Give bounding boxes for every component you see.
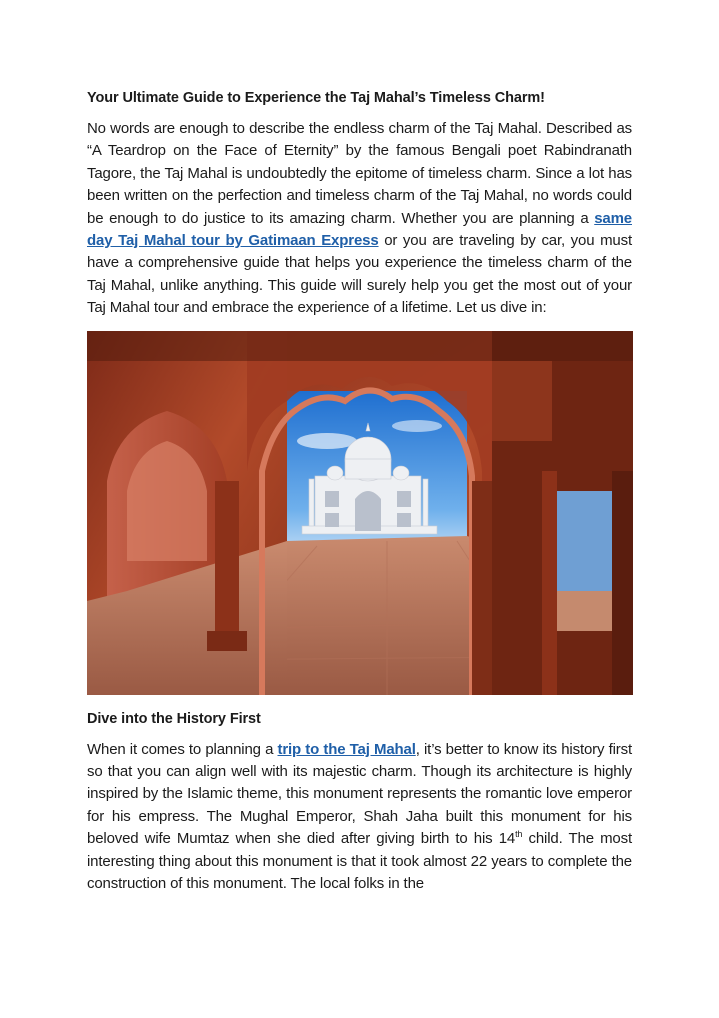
history-text-start: When it comes to planning a [87,740,278,758]
taj-mahal-trip-link[interactable]: trip to the Taj Mahal [277,740,416,758]
taj-mahal-arch-photo [87,331,633,695]
intro-text-start: No words are enough to describe the endless charm of the Taj Mahal. Described as “A Teardrop on the Face of Eternity” by the famous Bengali poet Rabindranath Tagore, the Taj Mahal is undoubtedly the epitome of timeless charm. Since a lot has been written on the perfection and timeless charm of the Taj Mahal, no words could be enough to do justice to its amazing charm. Whether you are planning a [87,120,632,227]
section-heading-history: Dive into the History First [87,710,261,727]
intro-text-end: or you are traveling by car, you must have a comprehensive guide that helps you experience the timeless charm of the Taj Mahal, unlike anything. This guide will surely help you get the most out of your Taj Mahal tour and embrace the experience of a lifetime. Let us dive in: [87,232,632,317]
document-page [87,88,632,896]
history-text-end: child. The most interesting thing about this monument is that it took almost 22 years to complete the construction of this monument. The local folks in the [87,830,632,893]
article-title: Your Ultimate Guide to Experience the Taj Mahal’s Timeless Charm! [87,90,545,106]
gatimaan-tour-link[interactable]: same day Taj Mahal tour by Gatimaan Express [87,209,632,250]
history-paragraph [87,739,632,896]
child-ordinal-suffix: th [515,829,523,840]
history-text-middle: , it’s better to know its history first so that you can align well with its majestic charm. Though its architecture is highly inspired by the Islamic theme, this monument represents the romantic love emperor for his empress. The Mughal Emperor, Shah Jaha built this monument for his beloved wife Mumtaz when she died after giving birth to his [87,740,632,848]
intro-paragraph [87,118,632,320]
child-ordinal-number: 14 [498,830,516,848]
